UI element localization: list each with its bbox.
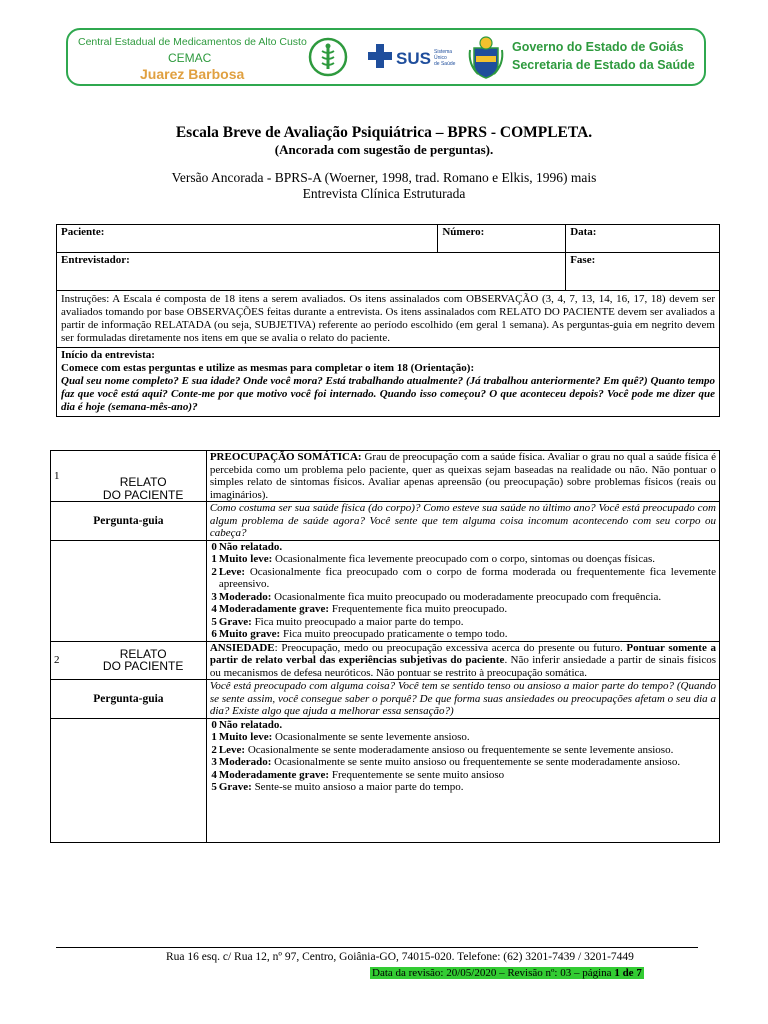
scale-value: 0 bbox=[211, 718, 217, 731]
item-2-header-row bbox=[51, 641, 720, 680]
scale-label: Moderado: bbox=[218, 756, 272, 768]
scale-label: Leve: bbox=[218, 743, 246, 756]
scale-value: 5 bbox=[211, 781, 217, 793]
scale-description: Ocasionalmente fica preocupado com o corpo de forma moderada ou frequentemente fica levemente apreensivo. bbox=[218, 565, 716, 590]
scale-description: Ocasionalmente se sente moderadamente ansioso ou frequentemente se sente levemente ansioso. bbox=[245, 743, 674, 756]
footer-revision: Data da revisão: 20/05/2020 – Revisão nº: 03 – página 1 de 7 bbox=[372, 967, 642, 979]
item-2-scale-row bbox=[51, 718, 720, 842]
guide-question-text: Você está preocupado com alguma coisa? Você tem se sentido tenso ou ansioso a maior parte do tempo? (Quando se sente assim, você consegue saber o porquê? De que forma suas ansiedades ou preocupações afetam o seu dia a dia? Existe algo que ajuda a melhorar essa sensação?) bbox=[206, 680, 719, 719]
sus-logo bbox=[362, 40, 462, 74]
scale-option bbox=[207, 769, 716, 782]
item-1-guide-row bbox=[51, 502, 720, 541]
scale-label: Leve: bbox=[218, 565, 246, 578]
scale-label: Grave: bbox=[218, 615, 252, 628]
rating-scale bbox=[206, 718, 719, 842]
scale-value: 6 bbox=[211, 628, 217, 640]
gov-subtitle: Secretaria de Estado da Saúde bbox=[512, 58, 695, 72]
scale-option bbox=[207, 719, 716, 732]
scale-option bbox=[207, 744, 716, 757]
scale-label: Muito grave: bbox=[218, 628, 281, 640]
scale-option bbox=[207, 566, 716, 591]
scale-description: Ocasionalmente fica muito preocupado ou moderadamente preocupado com frequência. bbox=[271, 590, 662, 603]
entrevistador-label: Entrevistador: bbox=[61, 254, 130, 266]
fase-field[interactable] bbox=[566, 253, 720, 291]
cemac-unit: Juarez Barbosa bbox=[140, 66, 245, 82]
scale-option bbox=[207, 781, 716, 794]
item-number: 2 bbox=[51, 641, 81, 680]
scale-label: Grave: bbox=[218, 781, 252, 793]
interview-start-cell bbox=[57, 348, 720, 417]
scale-description: Frequentemente se sente muito ansioso bbox=[329, 768, 505, 781]
footer-divider bbox=[56, 947, 698, 948]
scale-value: 3 bbox=[211, 756, 217, 768]
fase-label: Fase: bbox=[570, 254, 596, 266]
scale-value: 4 bbox=[211, 768, 217, 781]
svg-text:Único: Único bbox=[434, 55, 447, 61]
scale-value: 2 bbox=[211, 743, 217, 756]
scale-value: 2 bbox=[211, 565, 217, 578]
scale-description: Frequentemente fica muito preocupado. bbox=[329, 603, 508, 615]
scale-value: 1 bbox=[211, 553, 217, 565]
scale-label: Muito leve: bbox=[218, 553, 273, 565]
item-2-guide-row bbox=[51, 680, 720, 719]
item-description: PREOCUPAÇÃO SOMÁTICA: Grau de preocupação com a saúde física. Avaliar o grau no qual a saúde física é percebida como um problema pelo paciente, quer as queixas sejam baseadas na realidade ou não. Não pontuar o simples relato de sintomas físicos. Avaliar apenas apreensão (ou preocupação) sobre problemas físicos (reais ou imaginários). bbox=[206, 451, 719, 502]
scale-description: Ocasionalmente se sente muito ansioso ou frequentemente se sente moderadamente ansioso. bbox=[271, 756, 681, 768]
relato-label: RELATO DO PACIENTE bbox=[80, 451, 206, 502]
rating-scale bbox=[206, 540, 719, 641]
scale-value: 4 bbox=[211, 603, 217, 615]
data-field[interactable] bbox=[566, 225, 720, 253]
scale-value: 5 bbox=[211, 615, 217, 628]
item-1-header-row bbox=[51, 451, 720, 502]
scale-description: Fica muito preocupado praticamente o tempo todo. bbox=[280, 628, 508, 640]
scale-option bbox=[207, 756, 716, 769]
guide-question-label: Pergunta-guia bbox=[51, 502, 207, 541]
instructions-cell bbox=[57, 291, 720, 348]
relato-label: RELATO DO PACIENTE bbox=[80, 641, 206, 680]
scale-value: 0 bbox=[211, 540, 217, 553]
item-number: 1 bbox=[51, 451, 81, 502]
page-title: Escala Breve de Avaliação Psiquiátrica – BPRS - COMPLETA. bbox=[175, 124, 593, 141]
footer-address: Rua 16 esq. c/ Rua 12, nº 97, Centro, Goiânia-GO, 74015-020. Telefone: (62) 3201-7439 / 3201-7449 bbox=[166, 951, 634, 963]
scale-label: Não relatado. bbox=[218, 718, 283, 731]
item-name: ANSIEDADE bbox=[209, 641, 275, 654]
scale-value: 3 bbox=[211, 590, 217, 603]
scale-description: Fica muito preocupado a maior parte do tempo. bbox=[251, 615, 464, 628]
scale-label: Moderadamente grave: bbox=[218, 603, 330, 615]
data-label: Data: bbox=[570, 226, 597, 238]
interview-start-questions: Qual seu nome completo? E sua idade? Onde você mora? Está trabalhando atualmente? (Já trabalhou anteriormente? Em quê?) Quanto tempo faz que você está aqui? Conte-me por que motivo você foi internado. Quando isso começou? O que aconteceu depois? Você pode me dizer que dia é hoje (semana-mês-ano)? bbox=[61, 375, 715, 413]
page-subtitle: (Ancorada com sugestão de perguntas). bbox=[274, 142, 494, 157]
scale-description: Ocasionalmente fica levemente preocupado com o corpo, sintomas ou doenças físicas. bbox=[272, 553, 656, 565]
scale-label: Moderadamente grave: bbox=[218, 768, 330, 781]
numero-field[interactable] bbox=[438, 225, 566, 253]
scale-value: 1 bbox=[211, 731, 217, 743]
cemac-acronym: CEMAC bbox=[168, 51, 212, 65]
svg-text:Sistema: Sistema bbox=[434, 49, 453, 55]
scale-option bbox=[207, 731, 716, 744]
scale-description: Ocasionalmente se sente levemente ansioso. bbox=[272, 731, 470, 743]
scale-option bbox=[207, 553, 716, 566]
scale-option bbox=[207, 616, 716, 629]
entrevistador-field[interactable] bbox=[57, 253, 566, 291]
interview-start-instructions: Comece com estas perguntas e utilize as mesmas para completar o item 18 (Orientação): bbox=[61, 362, 475, 374]
header-banner bbox=[66, 28, 706, 86]
gov-title: Governo do Estado de Goiás bbox=[512, 40, 684, 54]
item-name: PREOCUPAÇÃO SOMÁTICA: bbox=[209, 451, 362, 463]
version-line-2: Entrevista Clínica Estruturada bbox=[302, 186, 466, 201]
scale-option bbox=[207, 628, 716, 641]
document-title-block bbox=[0, 124, 768, 202]
bprs-items-table bbox=[50, 450, 720, 843]
item-1-scale-row bbox=[51, 540, 720, 641]
page-number: 1 de 7 bbox=[614, 967, 642, 979]
scale-option bbox=[207, 541, 716, 554]
scale-option bbox=[207, 603, 716, 616]
item-description: ANSIEDADE: Preocupação, medo ou preocupação excessiva acerca do presente ou futuro. Pontuar somente a partir de relato verbal das experiências subjetivas do paciente. Não inferir ansiedade a partir de sinais físicos ou mecanismos de defesa neuróticos. Não pontuar se restrito à preocupação somática. bbox=[206, 641, 719, 680]
patient-info-table bbox=[56, 224, 720, 417]
paciente-label: Paciente: bbox=[61, 226, 105, 238]
guide-question-text: Como costuma ser sua saúde física (do corpo)? Como esteve sua saúde no último ano? Você está preocupado com algum problema de saúde agora? Você sente que tem alguma coisa incomum acontecendo com seu corpo ou cabeça? bbox=[206, 502, 719, 541]
scale-description: Sente-se muito ansioso a maior parte do tempo. bbox=[251, 781, 464, 793]
goias-coat-of-arms-logo bbox=[466, 34, 506, 82]
scale-option bbox=[207, 591, 716, 604]
svg-text:SUS: SUS bbox=[396, 49, 431, 68]
version-line-1: Versão Ancorada - BPRS-A (Woerner, 1998, trad. Romano e Elkis, 1996) mais bbox=[171, 170, 597, 185]
medical-caduceus-logo bbox=[308, 37, 348, 77]
scale-label: Moderado: bbox=[218, 590, 272, 603]
instructions-text: Instruções: A Escala é composta de 18 itens a serem avaliados. Os itens assinalados com OBSERVAÇÃO (3, 4, 7, 13, 14, 16, 17, 18) devem ser avaliados tomando por base OBSERVAÇÕES feitas durante a entrevista. Os itens assinalados com RELATO DO PACIENTE devem ser avaliados a partir de informação RELATADA (ou seja, SUBJETIVA) referente ao período escolhido (em geral 1 semana). As perguntas-guia em negrito devem ser formuladas diretamente nos itens em que se avalia o relato do paciente. bbox=[61, 293, 715, 344]
interview-start-title: Início da entrevista: bbox=[61, 349, 155, 361]
paciente-field[interactable] bbox=[57, 225, 438, 253]
numero-label: Número: bbox=[442, 226, 485, 238]
guide-question-label: Pergunta-guia bbox=[51, 680, 207, 719]
scale-label: Muito leve: bbox=[218, 731, 273, 743]
scale-label: Não relatado. bbox=[218, 540, 283, 553]
svg-text:de Saúde: de Saúde bbox=[434, 61, 456, 67]
cemac-name: Central Estadual de Medicamentos de Alto Custo bbox=[78, 36, 307, 48]
